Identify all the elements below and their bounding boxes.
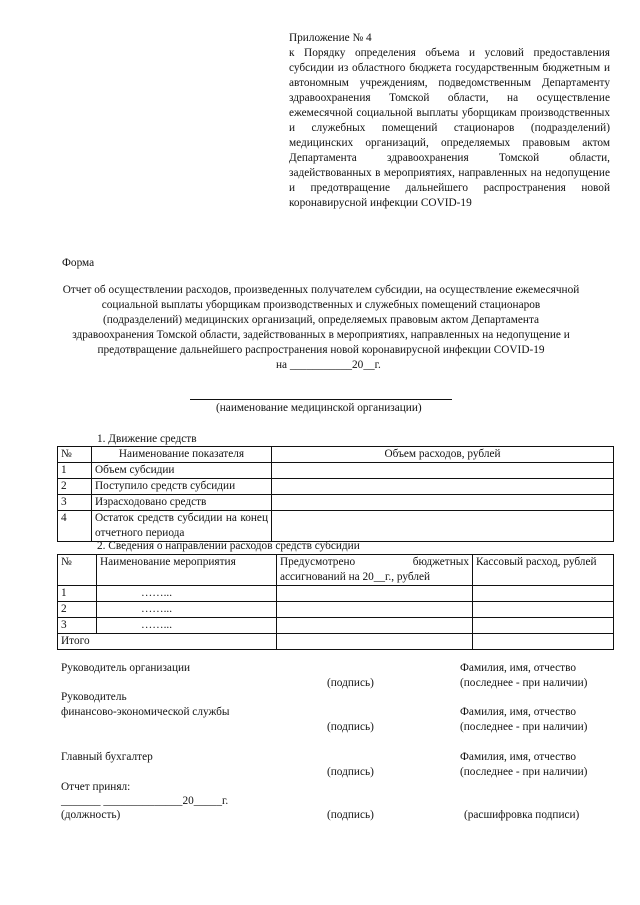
section2-heading: 2. Сведения о направлении расходов средств субсидии xyxy=(97,540,360,552)
row-value xyxy=(272,495,614,511)
table-row xyxy=(58,495,614,511)
table-row xyxy=(58,511,614,542)
fio-label: Фамилия, имя, отчество xyxy=(460,751,576,763)
row-num: 3 xyxy=(58,495,92,511)
report-title xyxy=(62,283,580,373)
signature-caption: (подпись) xyxy=(327,677,374,689)
total-label: Итого xyxy=(58,634,277,650)
appendix-title: Приложение № 4 xyxy=(289,32,372,44)
table-header-row xyxy=(58,447,614,463)
fio-label: Фамилия, имя, отчество xyxy=(460,706,576,718)
row-cash xyxy=(473,586,614,602)
table-row xyxy=(58,602,614,618)
appendix-text: к Порядку определения объема и условий предоставления субсидии из областного бюджета государственным бюджетным и автономным учреждениям, подведомственным Департаменту здравоохранения Томской области, на осуществление ежемесячной социальной выплаты уборщикам производственных и служебных помещений стационаров (подразделений) медицинских организаций, определяемых правовым актом Департамента здравоохранения Томской области, задействованных в мероприятиях, направленных на недопущение и предотвращение дальнейшего распространения новой коронавирусной инфекции COVID-19 xyxy=(289,47,610,209)
row-value xyxy=(272,479,614,495)
head-label: Руководитель организации xyxy=(61,662,191,674)
row-num: 3 xyxy=(58,618,97,634)
col-indicator-header: Наименование показателя xyxy=(92,447,272,463)
table-row xyxy=(58,463,614,479)
org-name-line xyxy=(190,399,452,400)
row-name: Объем субсидии xyxy=(92,463,272,479)
row-name: ……... xyxy=(97,618,277,634)
col-activity-header: Наименование мероприятия xyxy=(97,555,277,586)
row-name: ……... xyxy=(97,602,277,618)
table-total-row xyxy=(58,634,614,650)
row-num: 1 xyxy=(58,463,92,479)
expenses-table xyxy=(57,554,614,650)
finance-head-label-2: финансово-экономической службы xyxy=(61,706,230,718)
col-num-header: № xyxy=(58,447,92,463)
table-row xyxy=(58,618,614,634)
row-name: Остаток средств субсидии на конец отчетного периода xyxy=(92,511,272,542)
fio-label: Фамилия, имя, отчество xyxy=(460,662,576,674)
signature-caption: (подпись) xyxy=(327,766,374,778)
funds-movement-table xyxy=(57,446,614,542)
accepted-blanks: _______ ______________20_____г. xyxy=(61,795,229,807)
row-num: 4 xyxy=(58,511,92,542)
table-header-row xyxy=(58,555,614,586)
position-caption: (должность) xyxy=(61,809,121,821)
row-planned xyxy=(277,618,473,634)
row-name: ……... xyxy=(97,586,277,602)
total-cash xyxy=(473,634,614,650)
row-num: 2 xyxy=(58,479,92,495)
accepted-label: Отчет принял: xyxy=(61,781,131,793)
table-row xyxy=(58,586,614,602)
section1-heading: 1. Движение средств xyxy=(97,433,197,445)
fio-note: (последнее - при наличии) xyxy=(460,721,588,733)
row-name: Израсходовано средств xyxy=(92,495,272,511)
row-cash xyxy=(473,618,614,634)
col-num-header: № xyxy=(58,555,97,586)
row-value xyxy=(272,463,614,479)
form-label: Форма xyxy=(62,257,95,269)
chief-accountant-label: Главный бухгалтер xyxy=(61,751,153,763)
fio-note: (последнее - при наличии) xyxy=(460,677,588,689)
col-cash-header: Кассовый расход, рублей xyxy=(473,555,614,586)
row-planned xyxy=(277,586,473,602)
signature-caption: (подпись) xyxy=(327,721,374,733)
row-planned xyxy=(277,602,473,618)
total-planned xyxy=(277,634,473,650)
decode-caption: (расшифровка подписи) xyxy=(464,809,580,821)
row-num: 2 xyxy=(58,602,97,618)
table-row xyxy=(58,479,614,495)
col-planned-header: Предусмотрено бюджетных ассигнований на 20__г., рублей xyxy=(277,555,473,586)
fio-note: (последнее - при наличии) xyxy=(460,766,588,778)
row-value xyxy=(272,511,614,542)
row-cash xyxy=(473,602,614,618)
report-title-text: Отчет об осуществлении расходов, произведенных получателем субсидии, на осуществление ежемесячной социальной выплаты уборщикам производственных и служебных помещений стационаров (подразделений) медицинских организаций, определяемых правовым актом Департамента здравоохранения Томской области, задействованных в мероприятиях, направленных на недопущение и предотвращение дальнейшего распространения новой коронавирусной инфекции COVID-19 xyxy=(62,284,580,356)
row-name: Поступило средств субсидии xyxy=(92,479,272,495)
appendix-block xyxy=(289,31,610,211)
signature-caption: (подпись) xyxy=(327,809,374,821)
finance-head-label-1: Руководитель xyxy=(61,691,127,703)
org-caption: (наименование медицинской организации) xyxy=(216,402,422,414)
report-date-line: на ___________20__г. xyxy=(276,359,381,371)
row-num: 1 xyxy=(58,586,97,602)
col-amount-header: Объем расходов, рублей xyxy=(272,447,614,463)
